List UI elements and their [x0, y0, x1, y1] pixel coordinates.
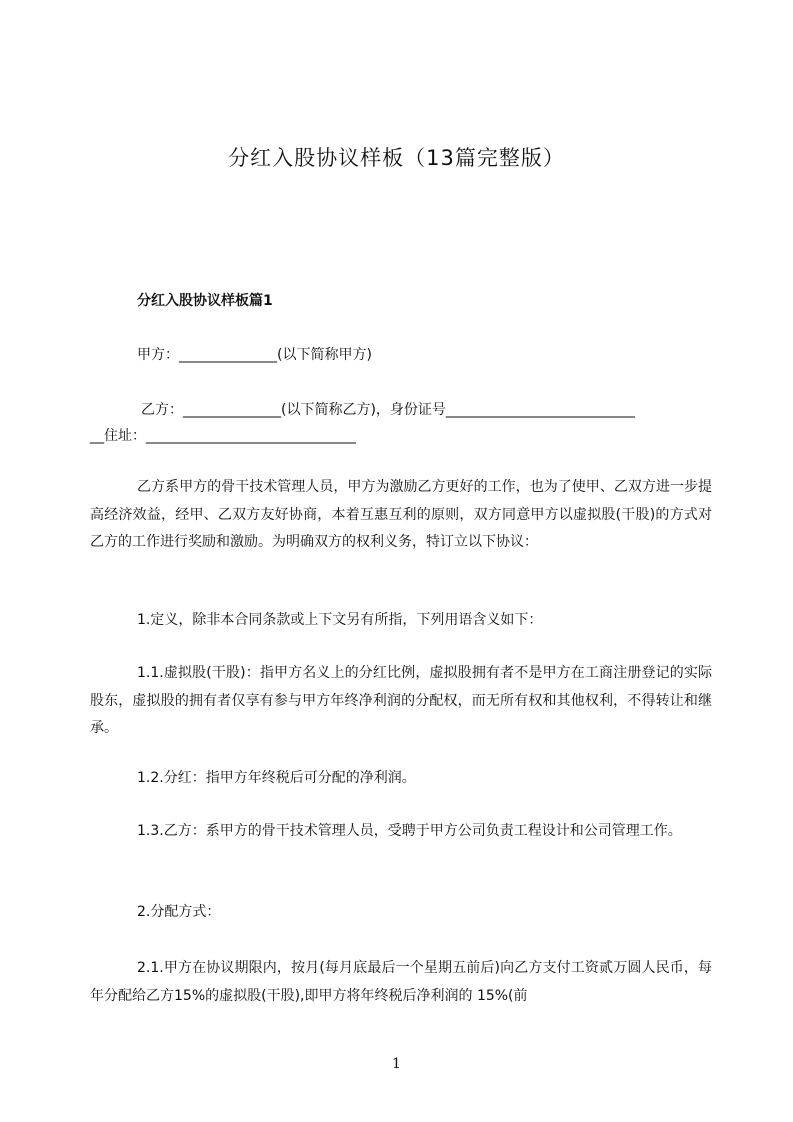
party-b-line: 乙方：______________(以下简称乙方)，身份证号___________________________ — [141, 402, 635, 418]
clause-2: 2.分配方式： — [137, 904, 221, 920]
party-a-line: 甲方：______________(以下简称甲方) — [137, 347, 372, 363]
page-number: 1 — [392, 1056, 401, 1072]
intro-paragraph: 乙方系甲方的骨干技术管理人员，甲方为激励乙方更好的工作，也为了使甲、乙双方进一步提高经济效益，经甲、乙双方友好协商，本着互惠互利的原则，双方同意甲方以虚拟股(干股)的方式对乙方的工作进行奖励和激励。为明确双方的权利义务，特订立以下协议： — [90, 479, 712, 550]
address-line: __住址：______________________________ — [90, 428, 356, 444]
clause-1-1: 1.1.虚拟股(干股)：指甲方名义上的分红比例，虚拟股拥有者不是甲方在工商注册登记的实际股东，虚拟股的拥有者仅享有参与甲方年终净利润的分配权，而无所有权和其他权利，不得转让和继承。 — [90, 665, 712, 736]
clause-1-3: 1.3.乙方：系甲方的骨干技术管理人员，受聘于甲方公司负责工程设计和公司管理工作。 — [137, 823, 682, 839]
clause-1: 1.定义，除非本合同条款或上下文另有所指，下列用语含义如下： — [137, 612, 543, 628]
section-heading: 分红入股协议样板篇1 — [137, 293, 273, 309]
clause-1-2: 1.2.分红：指甲方年终税后可分配的净利润。 — [137, 770, 416, 786]
clause-2-1: 2.1.甲方在协议期限内，按月(每月底最后一个星期五前后)向乙方支付工资贰万圆人民币，每年分配给乙方15%的虚拟股(干股),即甲方将年终税后净利润的 15%(前 — [90, 960, 712, 1004]
document-title: 分红入股协议样板（13篇完整版） — [228, 146, 565, 170]
